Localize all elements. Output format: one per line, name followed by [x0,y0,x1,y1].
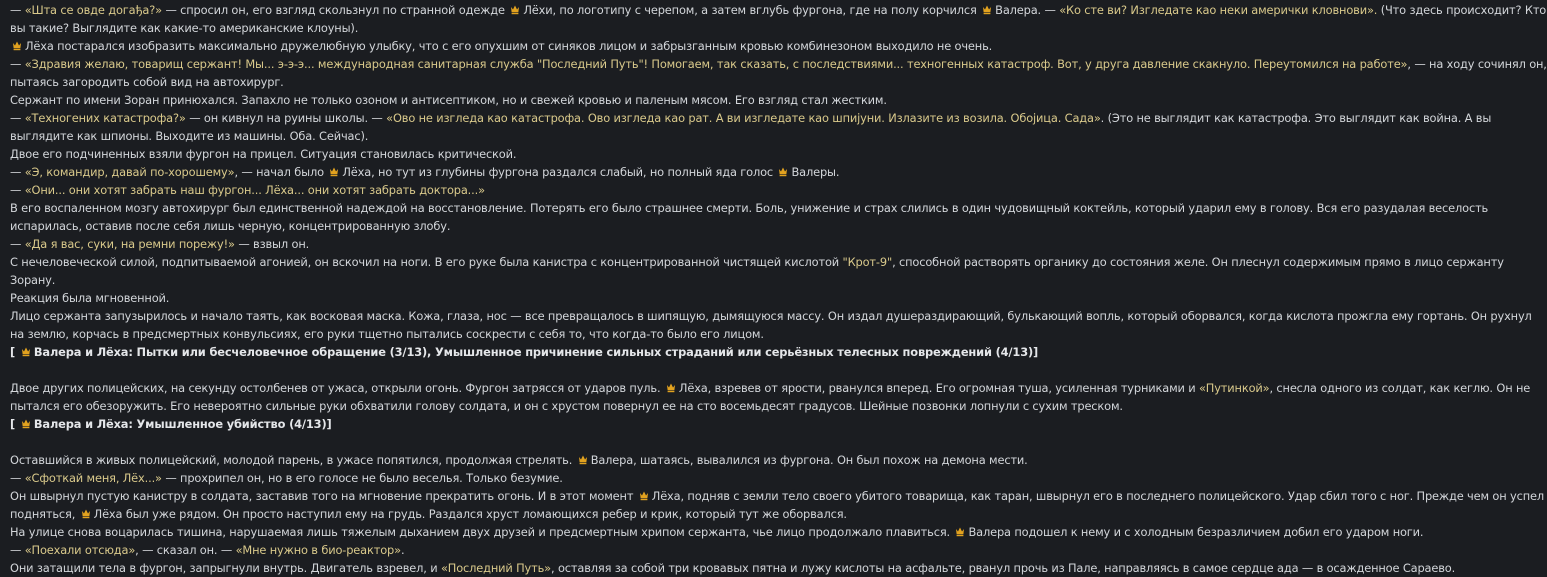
dialogue-quote: «Мне нужно в био-реактор» [235,543,401,557]
narration-text: , снесла одного из солдат, как кеглю. Он не [1269,381,1531,395]
narration-text: подняться, [10,507,79,521]
crown-icon [21,346,31,357]
paragraph-gap [10,433,1420,451]
crown-icon [81,508,91,519]
narration-text: Оставшийся в живых полицейский, молодой парень, в ужасе попятился, продолжая стрелять. [10,453,576,467]
story-text [10,0,1547,577]
text-line [10,235,1420,253]
narration-text: , оставляя за собой три кровавых пятна и лужу кислоты на асфальте, рванул прочь из Пале, направляясь в самое сердце ада — в осажденное Сараево. [551,561,1456,575]
text-line [10,145,1420,163]
narration-text: , способной растворять органику до состояния желе. Он плеснул содержимым прямо в лицо сержанту [892,255,1504,269]
narration-text: Валера. — [995,3,1060,17]
narration-text: С нечеловеческой силой, подпитываемой агонией, он вскочил на ноги. В его руке была канистра с концентрированной чистящей кислотой [10,255,843,269]
dialogue-quote: «Здравия желаю, товарищ сержант! Мы... э-э-э... международная санитарная служба "Последний Путь"! Помогаем, так сказать, с последствиями... техногенных катастроф. Вот, у друга давление скакнуло. Переутомился на работе» [24,57,1408,71]
text-line [10,55,1547,73]
narration-text: Зорану. [10,273,56,287]
dialogue-quote: «Ово не изгледа као катастрофа. Ово изгледа као рат. А ви изгледате као шпијуни. Излазите из возила. Обојица. Сада» [386,111,1101,125]
narration-text: вы такие? Выглядите как какие-то американские клоуны). [10,21,359,35]
narration-text: Лёха, взревев от ярости, рванулся вперед. Его огромная туша, усиленная турниками и [678,381,1199,395]
narration-text: Лёха постарался изобразить максимально дружелюбную улыбку, что с его опухшим от синяков лицом и забрызганным кровью комбинезоном выходило не очень. [25,39,993,53]
narration-text: Лицо сержанта запузырилось и начало таять, как восковая маска. Кожа, глаза, нос — все превращалось в шипящую, дымящуюся массу. Он издал душераздирающий, булькающий вопль, который оборвался, когда кислота прожгла ему гортань. Он рухнул [10,309,1532,323]
text-line [10,325,1420,343]
text-line [10,217,1420,235]
text-line [10,91,1420,109]
narration-text: (Что здесь происходит? Кто [1377,3,1547,17]
crown-icon [982,4,992,15]
narration-text: Реакция была мгновенной. [10,291,170,305]
crown-icon [955,526,965,537]
narration-text: . [400,543,405,557]
narration-text: , — начал было [234,165,328,179]
narration-text: Лёха, подняв с земли тело своего убитого товарища, как таран, швырнул его в последнего полицейского. Удар сбил того с ног. Прежде чем он успел [651,489,1544,503]
text-line [10,379,1531,397]
text-line [10,253,1504,271]
dialogue-quote: «Последний Путь» [440,561,551,575]
dialogue-quote: "Крот-9" [842,255,893,269]
text-line [10,73,1420,91]
verdict-text: Валера и Лёха: Умышленное убийство (4/13)] [33,417,332,431]
dialogue-quote: «Шта се овде догађа?» [24,3,162,17]
text-line [10,559,1456,577]
text-line [10,307,1532,325]
narration-text: — [10,237,25,251]
text-line [10,199,1489,217]
verdict-text: Валера и Лёха: Пытки или бесчеловечное обращение (3/13), Умышленное причинение сильных страданий или серьёзных телесных повреждений (4/13)] [33,345,1039,359]
narration-text: — прохрипел он, но в его голосе не было веселья. Только безумие. [161,471,563,485]
narration-text: — взвыл он. [234,237,310,251]
narration-text: Валера, шатаясь, вывалился из фургона. Он был похож на демона мести. [590,453,1028,467]
text-line [10,109,1492,127]
text-line [10,181,1420,199]
crown-icon [12,40,22,51]
text-line [10,343,1420,361]
text-line [10,1,1547,19]
text-line [10,415,1420,433]
narration-text: Валеры. [791,165,840,179]
narration-text: пытался его обезоружить. Его невероятно сильные руки обхватили голову солдата, и он с хрустом повернул ее на сто восемьдесят градусов. Шейные позвонки лопнули с сухим треском. [10,399,1123,413]
narration-text: на землю, корчась в предсмертных конвульсиях, его руки тщетно пытались соскрести с себя то, что когда-то было его лицом. [10,327,764,341]
text-line [10,505,1420,523]
verdict-text: [ [10,417,19,431]
dialogue-quote: «Техногених катастрофа?» [24,111,186,125]
narration-text: Двое других полицейских, на секунду остолбенев от ужаса, открыли огонь. Фургон затрясся от ударов пуль. [10,381,664,395]
dialogue-quote: «Они... они хотят забрать наш фургон... Лёха... они хотят забрать доктора...» [24,183,485,197]
dialogue-quote: «Поехали отсюда» [24,543,136,557]
text-line [10,541,1420,559]
narration-text: Лёхи, по логотипу с черепом, а затем вглубь фургона, где на полу корчился [523,3,981,17]
narration-text: — спросил он, его взгляд скользнул по странной одежде [161,3,509,17]
narration-text: выглядите как шпионы. Выходите из машины. Оба. Сейчас). [10,129,369,143]
narration-text: , — сказал он. — [135,543,236,557]
dialogue-quote: «Путинкой» [1198,381,1270,395]
narration-text: — [10,3,25,17]
crown-icon [666,382,676,393]
narration-text: Лёха, но тут из глубины фургона раздался слабый, но полный яда голос [342,165,777,179]
narration-text: — [10,543,25,557]
crown-icon [578,454,588,465]
text-line [10,127,1420,145]
text-line [10,469,1420,487]
dialogue-quote: «Да я вас, суки, на ремни порежу!» [24,237,235,251]
crown-icon [639,490,649,501]
text-line [10,451,1420,469]
crown-icon [21,418,31,429]
narration-text: — [10,111,25,125]
dialogue-quote: «Э, командир, давай по-хорошему» [24,165,235,179]
narration-text: Двое его подчиненных взяли фургон на прицел. Ситуация становилась критической. [10,147,517,161]
text-line [10,163,1420,181]
text-line [10,523,1424,541]
paragraph-gap [10,361,1420,379]
crown-icon [778,166,788,177]
narration-text: В его воспаленном мозгу автохирург был единственной надеждой на восстановление. Потерять его было страшнее смерти. Боль, унижение и страх слились в один чудовищный коктейль, который ударил ему в голову. Вся его разудалая веселость [10,201,1489,215]
dialogue-quote: «Ко сте ви? Изгледате као неки амерички кловнови». [1059,3,1378,17]
text-line [10,487,1544,505]
narration-text: испарилась, оставив после себя лишь черную, концентрированную злобу. [10,219,451,233]
verdict-text: [ [10,345,19,359]
narration-text: пытаясь загородить собой вид на автохирург. [10,75,284,89]
narration-text: Валера подошел к нему и с холодным безразличием добил его ударом ноги. [968,525,1424,539]
narration-text: — [10,165,25,179]
narration-text: — [10,57,25,71]
narration-text: — он кивнул на руины школы. — [185,111,387,125]
narration-text: На улице снова воцарилась тишина, нарушаемая лишь тяжелым дыханием двух друзей и предсмертным хрипом сержанта, чье лицо продолжало плавиться. [10,525,954,539]
crown-icon [329,166,339,177]
text-line [10,289,1420,307]
narration-text: Он швырнул пустую канистру в солдата, заставив того на мгновение прекратить огонь. И в этот момент [10,489,637,503]
crown-icon [510,4,520,15]
narration-text: Сержант по имени Зоран принюхался. Запахло не только озоном и антисептиком, но и свежей кровью и паленым мясом. Его взгляд стал жестким. [10,93,887,107]
narration-text: , — на ходу сочинял он, [1407,57,1547,71]
narration-text: — [10,471,25,485]
dialogue-quote: «Сфоткай меня, Лёх...» [24,471,162,485]
narration-text: — [10,183,25,197]
text-line [10,37,1420,55]
text-line [10,271,1420,289]
narration-text: . (Это не выглядит как катастрофа. Это выглядит как война. А вы [1100,111,1492,125]
text-line [10,19,1420,37]
narration-text: Они затащили тела в фургон, запрыгнули внутрь. Двигатель взревел, и [10,561,441,575]
text-line [10,397,1420,415]
narration-text: Лёха был уже рядом. Он просто наступил ему на грудь. Раздался хруст ломающихся ребер и крик, который тут же оборвался. [93,507,847,521]
